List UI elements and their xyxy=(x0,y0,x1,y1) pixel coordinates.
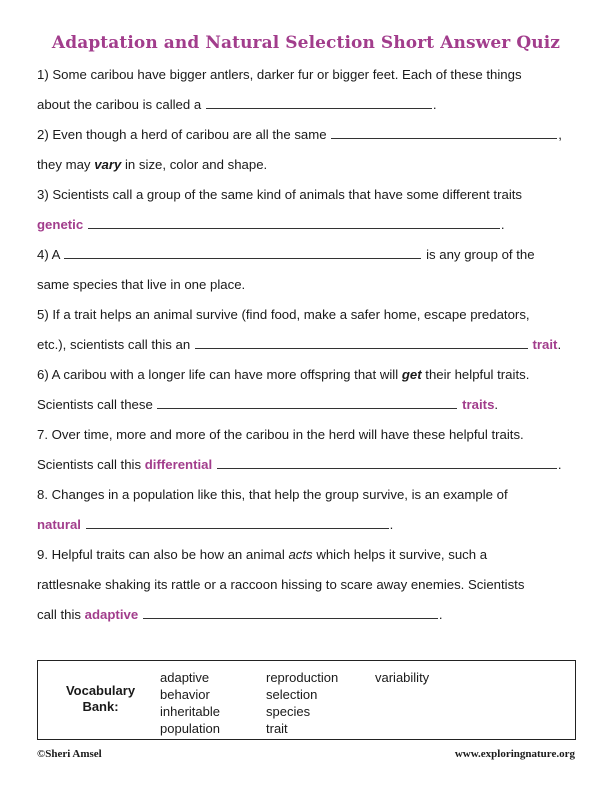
q6-line-2 xyxy=(37,397,498,413)
q3-keyword-genetic: genetic xyxy=(37,217,84,232)
q8-text: 8. Changes in a population like this, that help the group survive, is an example of xyxy=(37,487,508,502)
q9-line-3 xyxy=(37,607,443,623)
vocab-word: species xyxy=(266,704,311,719)
q6-period: . xyxy=(494,397,499,412)
vocab-label-line-1: Vocabulary xyxy=(65,683,136,698)
vocab-word: population xyxy=(160,721,220,736)
q7-period: . xyxy=(557,457,562,472)
q6-text-a2: their helpful traits. xyxy=(425,367,530,382)
q1-period: . xyxy=(432,97,437,112)
vocab-word: adaptive xyxy=(160,670,210,685)
vocabulary-bank xyxy=(37,660,576,740)
q2-comma: , xyxy=(558,127,562,142)
vocab-column-1 xyxy=(160,669,220,737)
q5-answer-blank[interactable] xyxy=(195,337,528,349)
q9-line-1 xyxy=(37,547,487,563)
q6-text-b: Scientists call these xyxy=(37,397,153,412)
footer-copyright: ©Sheri Amsel xyxy=(37,748,102,760)
q9-acts-word: acts xyxy=(288,547,313,562)
q6-line-1 xyxy=(37,367,529,383)
q7-line-1 xyxy=(37,427,524,443)
q4-text-a2: is any group of the xyxy=(426,247,535,262)
q7-text-b: Scientists call this xyxy=(37,457,142,472)
quiz-title: Adaptation and Natural Selection Short Answer Quiz xyxy=(51,33,561,53)
q4-text-a1: 4) A xyxy=(37,247,60,262)
q9-text-a2: which helps it survive, such a xyxy=(316,547,488,562)
q2-line-2 xyxy=(37,157,267,173)
q3-period: . xyxy=(500,217,505,232)
q5-period: . xyxy=(557,337,562,352)
q1-line-2 xyxy=(37,97,437,113)
q4-text-b: same species that live in one place. xyxy=(37,277,246,292)
q2-text-b2: in size, color and shape. xyxy=(125,157,268,172)
q2-answer-blank[interactable] xyxy=(331,127,557,139)
q5-line-1 xyxy=(37,307,530,323)
q6-keyword-traits: traits xyxy=(462,397,495,412)
q4-line-1 xyxy=(37,247,535,263)
q8-period: . xyxy=(389,517,394,532)
q6-get-word: get xyxy=(401,367,422,382)
q5-line-2 xyxy=(37,337,561,353)
q6-answer-blank[interactable] xyxy=(157,397,457,409)
q5-keyword-trait: trait xyxy=(532,337,558,352)
q3-line-1 xyxy=(37,187,522,203)
vocab-word: variability xyxy=(375,670,430,685)
q3-answer-blank[interactable] xyxy=(88,217,500,229)
q9-answer-blank[interactable] xyxy=(143,607,438,619)
q3-line-2 xyxy=(37,217,505,233)
q2-text: 2) Even though a herd of caribou are all the same xyxy=(37,127,327,142)
footer-website: www.exploringnature.org xyxy=(454,748,575,760)
vocab-word: inheritable xyxy=(160,704,220,719)
q7-text: 7. Over time, more and more of the caribou in the herd will have these helpful traits. xyxy=(37,427,524,442)
q8-keyword-natural: natural xyxy=(37,517,81,532)
q1-answer-blank[interactable] xyxy=(206,97,432,109)
q2-vary-word: vary xyxy=(94,157,122,172)
q8-line-2 xyxy=(37,517,393,533)
vocab-word: reproduction xyxy=(266,670,339,685)
q9-text-c: call this xyxy=(37,607,81,622)
q9-keyword-adaptive: adaptive xyxy=(84,607,139,622)
vocab-word: trait xyxy=(266,721,288,736)
q9-period: . xyxy=(438,607,443,622)
q8-line-1 xyxy=(37,487,508,503)
q1-text-b: about the caribou is called a xyxy=(37,97,202,112)
vocab-word: behavior xyxy=(160,687,210,702)
q9-text-b: rattlesnake shaking its rattle or a raccoon hissing to scare away enemies. Scientists xyxy=(37,577,525,592)
q1-line-1 xyxy=(37,67,522,83)
q9-text-a1: 9. Helpful traits can also be how an animal xyxy=(37,547,285,562)
q6-text-a1: 6) A caribou with a longer life can have more offspring that will xyxy=(37,367,399,382)
q7-line-2 xyxy=(37,457,562,473)
vocabulary-bank-label xyxy=(58,683,143,715)
vocab-label-line-2: Bank: xyxy=(82,699,119,714)
q5-text-b: etc.), scientists call this an xyxy=(37,337,191,352)
q1-text: 1) Some caribou have bigger antlers, darker fur or bigger feet. Each of these things xyxy=(37,67,522,82)
q8-answer-blank[interactable] xyxy=(86,517,389,529)
q4-line-2 xyxy=(37,277,245,293)
q7-answer-blank[interactable] xyxy=(217,457,557,469)
vocab-column-2 xyxy=(266,669,338,737)
q4-answer-blank[interactable] xyxy=(64,247,421,259)
vocab-column-3 xyxy=(375,669,429,686)
q2-line-1 xyxy=(37,127,562,143)
q7-keyword-differential: differential xyxy=(144,457,213,472)
q3-text: 3) Scientists call a group of the same kind of animals that have some different traits xyxy=(37,187,523,202)
q5-text: 5) If a trait helps an animal survive (find food, make a safer home, escape predators, xyxy=(37,307,530,322)
vocab-word: selection xyxy=(266,687,318,702)
q2-text-b1: they may xyxy=(37,157,91,172)
q9-line-2 xyxy=(37,577,524,593)
